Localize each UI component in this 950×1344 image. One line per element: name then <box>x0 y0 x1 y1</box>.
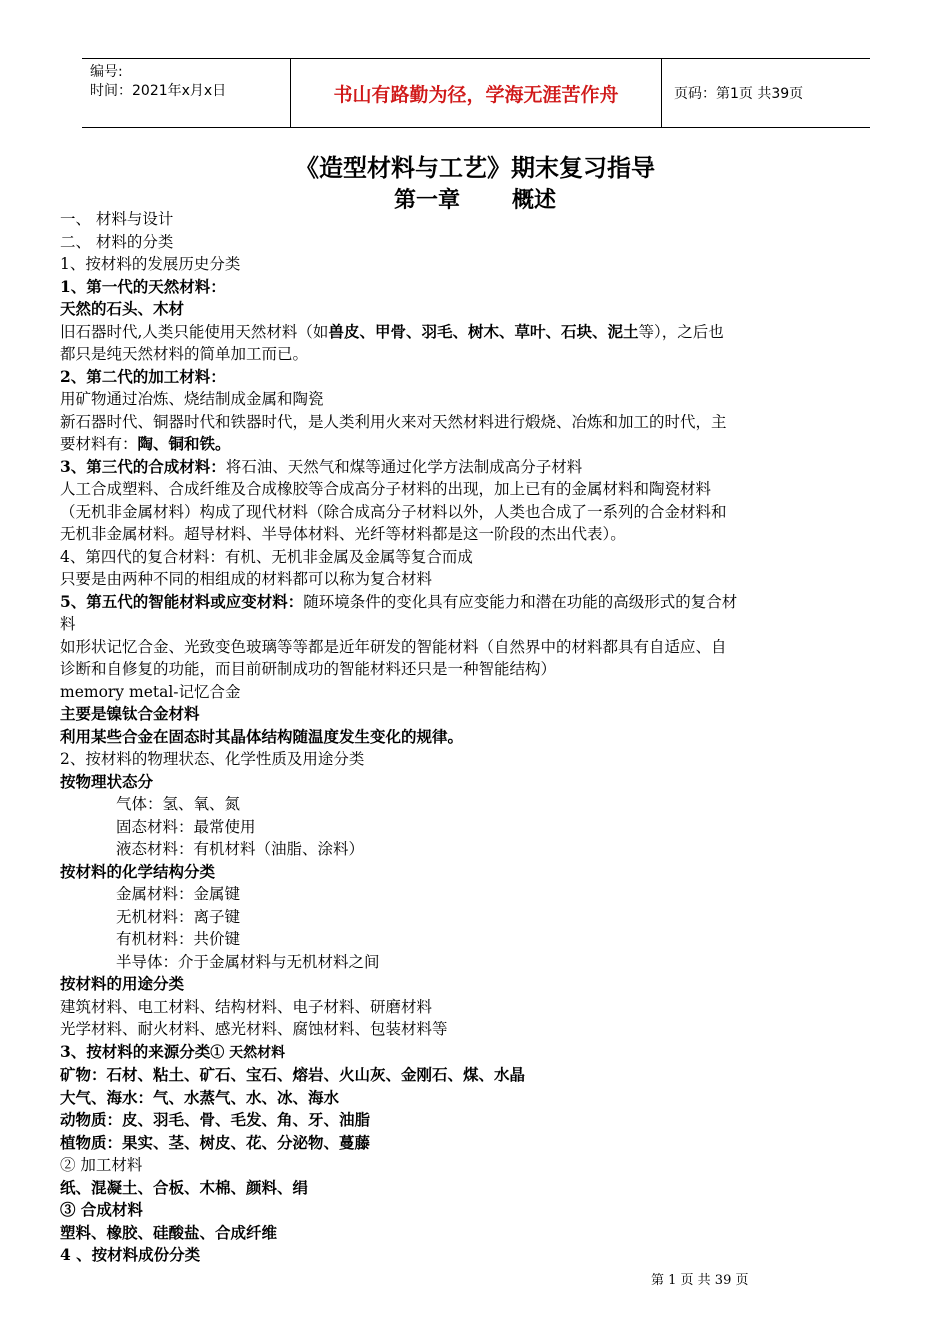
text-run: 等），之后也 <box>638 322 724 341</box>
body-line: 人工合成塑料、合成纤维及合成橡胶等合成高分子材料的出现，加上已有的金属材料和陶瓷材料 <box>60 480 712 498</box>
text-run: 随环境条件的变化具有应变能力和潜在功能的高级形式的复合材 <box>303 592 738 611</box>
body-line: 无机非金属材料。超导材料、半导体材料、光纤等材料都是这一阶段的杰出代表）。 <box>60 525 626 543</box>
list-item: 气体：氢、氧、氮 <box>116 795 241 813</box>
body-line: 只要是由两种不同的相组成的材料都可以称为复合材料 <box>60 570 433 588</box>
text-run: 要材料有： <box>60 435 138 453</box>
body-line: 矿物：石材、粘土、矿石、宝石、熔岩、火山灰、金刚石、煤、水晶 <box>60 1065 526 1084</box>
text-run-bold: ① 天然材料 <box>210 1044 286 1061</box>
footer-page-number: 第 1 页 共 39 页 <box>651 1273 749 1288</box>
body-line: 料 <box>60 615 76 633</box>
section-heading <box>60 456 895 479</box>
body-line: 如形状记忆合金、光致变色玻璃等等都是近年研发的智能材料（自然界中的材料都具有自适应、自 <box>60 637 727 656</box>
header-motto: 书山有路勤为径，学海无涯苦作舟 <box>290 59 662 127</box>
serial-label: 编号: <box>90 64 123 80</box>
body-line: 主要是镍钛合金材料 <box>60 704 200 723</box>
body-line: 新石器时代、铜器时代和铁器时代，是人类利用火来对天然材料进行煅烧、冶炼和加工的时代，主 <box>60 412 727 431</box>
body-line: （无机非金属材料）构成了现代材料（除合成高分子材料以外，人类也合成了一系列的合金材料和 <box>60 502 727 521</box>
body-line: 诊断和自修复的功能，而目前研制成功的智能材料还只是一种智能结构） <box>60 660 557 678</box>
body-line: 纸、混凝土、合板、木棉、颜料、绢 <box>60 1177 309 1197</box>
body-line: 建筑材料、电工材料、结构材料、电子材料、研磨材料 <box>60 997 433 1016</box>
list-item: 有机材料：共价键 <box>116 930 241 948</box>
section-heading: 4、第四代的复合材料：有机、无机非金属及金属等复合而成 <box>60 547 473 566</box>
body-line: 都只是纯天然材料的简单加工而已。 <box>60 345 309 363</box>
body-line: 天然的石头、木材 <box>60 299 185 318</box>
header-page-label: 页码：第1页 共39页 <box>674 86 804 102</box>
document-title: 《造型材料与工艺》期末复习指导 <box>295 153 655 182</box>
section-heading: 2、按材料的物理状态、化学性质及用途分类 <box>60 750 365 768</box>
list-item: 固态材料：最常使用 <box>116 817 256 836</box>
text-run-bold: 兽皮、甲骨、羽毛、树木、草叶、石块、泥土 <box>328 321 639 341</box>
section-heading: 1、第一代的天然材料： <box>60 276 226 296</box>
text-run: 将石油、天然气和煤等通过化学方法制成高分子材料 <box>225 457 583 476</box>
body-line <box>60 433 895 456</box>
text-run-bold: 5、第五代的智能材料或应变材料： <box>60 591 304 611</box>
body-line: 1、按材料的发展历史分类 <box>60 255 241 273</box>
subsection-heading: 按材料的化学结构分类 <box>60 861 216 881</box>
text-run: 旧石器时代,人类只能使用天然材料（如 <box>60 322 329 341</box>
subsection-heading: ② 加工材料 <box>60 1156 143 1174</box>
body-line: 二、 材料的分类 <box>60 232 174 251</box>
body-line: 植物质：果实、茎、树皮、花、分泌物、蔓藤 <box>60 1132 371 1152</box>
body-line: 大气、海水：气、水蒸气、水、冰、海水 <box>60 1087 340 1107</box>
body-line: 利用某些合金在固态时其晶体结构随温度发生变化的规律。 <box>60 726 464 746</box>
section-heading <box>60 591 895 614</box>
text-run-bold: 3、按材料的来源分类 <box>60 1041 211 1061</box>
time-label: 时间：2021年x月x日 <box>90 83 227 99</box>
body-line: memory metal-记忆合金 <box>60 682 241 701</box>
body-line: 用矿物通过冶炼、烧结制成金属和陶瓷 <box>60 390 324 408</box>
section-heading: 4 、按材料成份分类 <box>60 1245 201 1264</box>
subsection-heading: 按物理状态分 <box>60 771 154 791</box>
list-item: 液态材料：有机材料（油脂、涂料） <box>116 840 365 858</box>
subsection-heading: 按材料的用途分类 <box>60 974 185 993</box>
body-line: 一、 材料与设计 <box>60 210 174 228</box>
header-table <box>82 58 870 128</box>
text-run-bold: 3、第三代的合成材料： <box>60 456 226 476</box>
body-line: 塑料、橡胶、硅酸盐、合成纤维 <box>60 1222 278 1242</box>
body-line <box>60 321 895 344</box>
subsection-heading: ③ 合成材料 <box>60 1200 143 1219</box>
list-item: 半导体：介于金属材料与无机材料之间 <box>116 952 380 971</box>
header-meta <box>82 59 290 127</box>
text-run-bold: 陶、铜和铁。 <box>137 434 231 453</box>
document-body <box>60 208 895 1267</box>
section-heading <box>60 1041 895 1065</box>
list-item: 金属材料：金属键 <box>116 885 241 903</box>
chapter-number: 第一章 <box>393 187 460 213</box>
list-item: 无机材料：离子键 <box>116 907 241 926</box>
chapter-name: 概述 <box>512 187 557 213</box>
body-line: 动物质：皮、羽毛、骨、毛发、角、牙、油脂 <box>60 1110 371 1129</box>
body-line: 光学材料、耐火材料、感光材料、腐蚀材料、包装材料等 <box>60 1020 448 1038</box>
section-heading: 2、第二代的加工材料： <box>60 366 226 386</box>
